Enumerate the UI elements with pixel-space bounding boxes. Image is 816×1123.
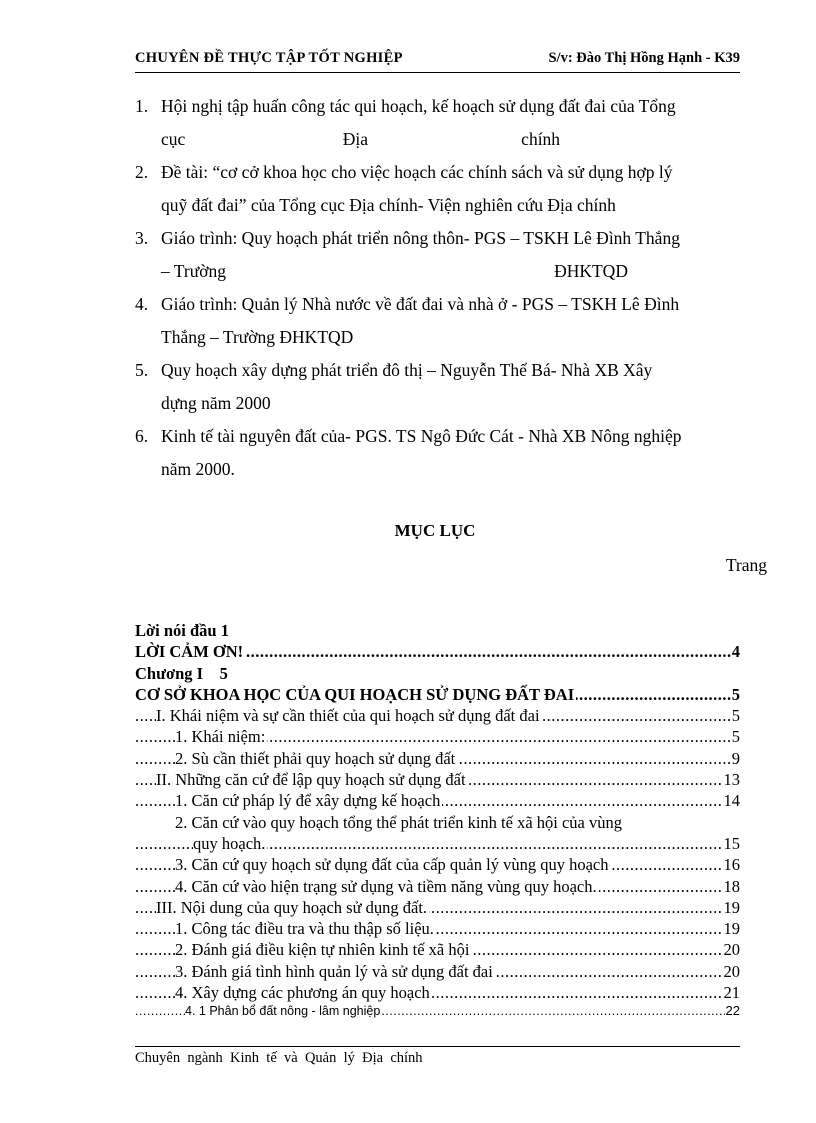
reference-number: 4. xyxy=(135,294,149,314)
reference-number: 6. xyxy=(135,426,149,446)
header-title: CHUYÊN ĐỀ THỰC TẬP TỐT NGHIỆP xyxy=(135,50,403,66)
toc-entry-section-1-2[interactable]: ..... 2. Sù cần thiết phải quy hoạch sử dụng đất 9 xyxy=(135,748,740,769)
toc-entry-section-1[interactable]: ..... I. Khái niệm và sự cần thiết của qui hoạch sử dụng đất đai 5 xyxy=(135,705,740,726)
reference-text-cont: – Trường ĐHKTQD xyxy=(161,261,628,281)
reference-item xyxy=(135,354,767,420)
toc-entry-section-3-4[interactable]: ..... 4. Xây dựng các phương án quy hoạch 21 xyxy=(135,982,740,1003)
toc-title: MỤC LỤC xyxy=(394,521,476,540)
reference-text: Giáo trình: Quy hoạch phát triển nông thôn- PGS – TSKH Lê Đình Thắng xyxy=(161,228,680,248)
reference-list xyxy=(135,90,767,486)
reference-text: Kinh tế tài nguyên đất của- PGS. TS Ngô Đức Cát - Nhà XB Nông nghiệp xyxy=(161,426,682,446)
reference-text: Đề tài: “cơ cở khoa học cho việc hoạch các chính sách và sử dụng hợp lý xyxy=(161,162,673,182)
toc-entry-co-so-khoa-hoc[interactable]: ..... CƠ SỞ KHOA HỌC CỦA QUI HOẠCH SỬ DỤNG ĐẤT ĐAI 5 xyxy=(135,684,740,705)
reference-number: 1. xyxy=(135,96,149,116)
toc-entry-section-2-2[interactable]: 2. Căn cứ vào quy hoạch tổng thể phát triển kinh tế xã hội của vùng xyxy=(175,812,622,832)
reference-text-cont: Thắng – Trường ĐHKTQD xyxy=(161,327,354,347)
toc-entry-section-2-1[interactable]: ..... 1. Căn cứ pháp lý để xây dựng kế hoạch 14 xyxy=(135,790,740,811)
table-of-contents xyxy=(135,620,740,1019)
toc-page-column-label: Trang xyxy=(725,555,767,575)
page-header xyxy=(135,50,740,73)
toc-entry-loi-noi-dau[interactable]: Lời nói đầu 1 xyxy=(135,621,229,640)
reference-item xyxy=(135,222,767,288)
reference-item xyxy=(135,156,767,222)
toc-entry-section-3[interactable]: ..... III. Nội dung của quy hoạch sử dụng đất. 19 xyxy=(135,897,740,918)
toc-entry-section-1-1[interactable]: ..... 1. Khái niệm: 5 xyxy=(135,726,740,747)
reference-text: Giáo trình: Quản lý Nhà nước về đất đai và nhà ở - PGS – TSKH Lê Đình xyxy=(161,294,680,314)
reference-item xyxy=(135,288,767,354)
toc-entry-section-3-1[interactable]: ..... 1. Công tác điều tra và thu thập số liệu. 19 xyxy=(135,918,740,939)
reference-text-cont: năm 2000. xyxy=(161,459,235,479)
reference-item xyxy=(135,420,767,486)
reference-number: 5. xyxy=(135,360,149,380)
toc-entry-section-2[interactable]: ..... II. Những căn cứ để lập quy hoạch sử dụng đất 13 xyxy=(135,769,740,790)
reference-text: Quy hoạch xây dựng phát triển đô thị – Nguyễn Thế Bá- Nhà XB Xây xyxy=(161,360,653,380)
reference-number: 3. xyxy=(135,228,149,248)
reference-text-cont: quỹ đất đai” của Tổng cục Địa chính- Viện nghiên cứu Địa chính xyxy=(161,195,616,215)
toc-entry-section-3-2[interactable]: ..... 2. Đánh giá điều kiện tự nhiên kinh tế xã hội 20 xyxy=(135,939,740,960)
page-footer: Chuyên ngành Kinh tế và Quản lý Địa chính xyxy=(135,1050,423,1066)
toc-entry-section-3-4-1[interactable]: ..... 4. 1 Phân bổ đất nông - lâm nghiệp 22 xyxy=(135,1003,740,1019)
toc-entry-section-2-4[interactable]: ..... 4. Căn cứ vào hiện trạng sử dụng và tiềm năng vùng quy hoạch. 18 xyxy=(135,876,740,897)
toc-entry-section-2-3[interactable]: ..... 3. Căn cứ quy hoạch sử dụng đất của cấp quản lý vùng quy hoạch 16 xyxy=(135,854,740,875)
toc-entry-section-2-2-cont[interactable]: ..... quy hoạch. 15 xyxy=(135,833,740,854)
reference-number: 2. xyxy=(135,162,149,182)
reference-text: Hội nghị tập huấn công tác qui hoạch, kế hoạch sử dụng đất đai của Tổng xyxy=(161,96,676,116)
footer-divider xyxy=(135,1046,740,1047)
toc-entry-section-3-3[interactable]: ..... 3. Đánh giá tình hình quản lý và sử dụng đất đai 20 xyxy=(135,961,740,982)
reference-text-cont: cục Địa chính xyxy=(161,129,561,149)
toc-entry-chuong-1[interactable]: Chương I 5 xyxy=(135,663,228,683)
reference-text-cont: dựng năm 2000 xyxy=(161,393,271,413)
header-author: S/v: Đào Thị Hồng Hạnh - K39 xyxy=(548,50,740,66)
reference-item xyxy=(135,90,767,156)
toc-entry-loi-cam-on[interactable]: ..... LỜI CẢM ƠN! 4 xyxy=(135,641,740,662)
